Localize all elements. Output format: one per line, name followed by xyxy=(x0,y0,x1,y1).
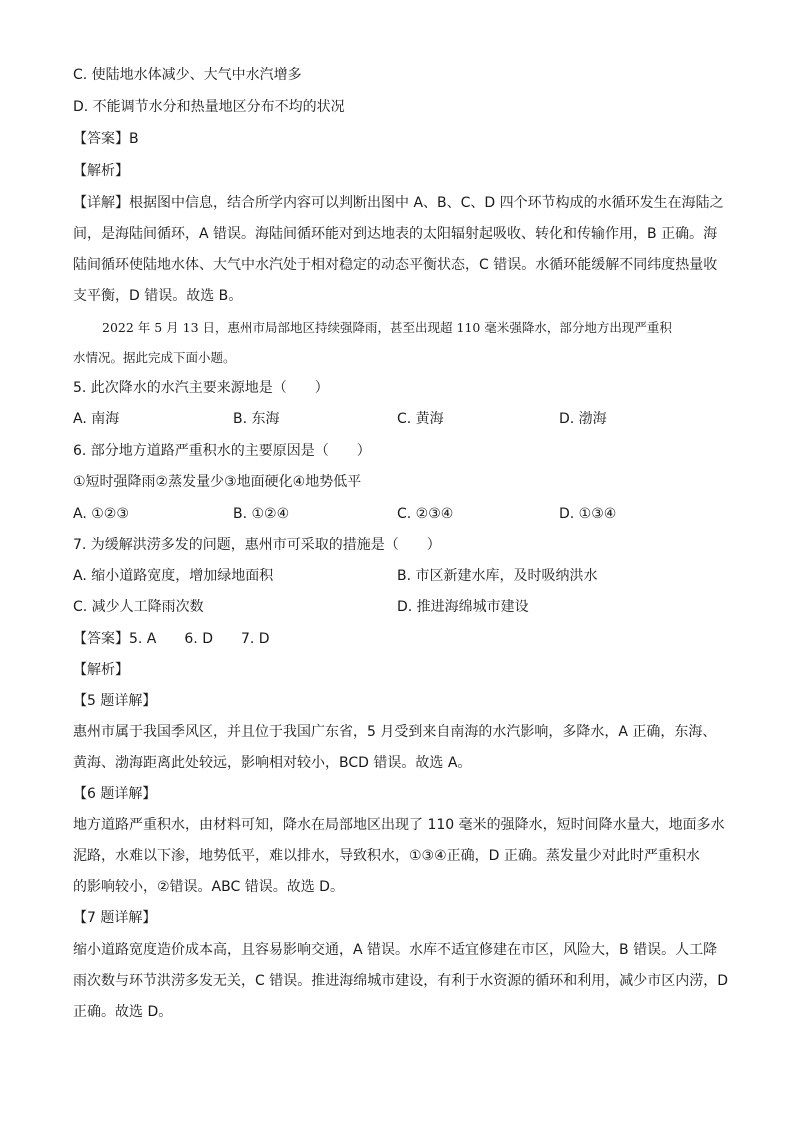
q6-detail-line: 泥路，水难以下渗，地势低平，难以排水，导致积水，①③④正确，D 正确。蒸发量少对此时严重积水 xyxy=(73,848,700,864)
q7-detail-label: 【7 题详解】 xyxy=(73,910,157,926)
q5-option-c: C. 黄海 xyxy=(397,411,444,427)
q5-option-d: D. 渤海 xyxy=(559,411,607,427)
q7-option-c: C. 减少人工降雨次数 xyxy=(73,599,204,615)
q7-detail-line: 缩小道路宽度造价成本高，且容易影响交通，A 错误。水库不适宜修建在市区，风险大，B 错误。人工降 xyxy=(73,942,718,958)
q6-detail-label: 【6 题详解】 xyxy=(73,786,157,802)
q5-detail-line: 黄海、渤海距离此处较远，影响相对较小，BCD 错误。故选 A。 xyxy=(73,755,472,771)
q5-stem: 5. 此次降水的水汽主要来源地是（ ） xyxy=(73,380,329,396)
q4-detail-line: 间，是海陆间循环，A 错误。海陆间循环能对到达地表的太阳辐射起吸收、转化和传输作用，B 正确。海 xyxy=(73,226,718,242)
q6-option-d: D. ①③④ xyxy=(559,506,617,522)
material-line: 2022 年 5 月 13 日，惠州市局部地区持续强降雨，甚至出现超 110 毫米强降水，部分地方出现严重积 xyxy=(102,320,672,335)
q4-detail-line: 支平衡，D 错误。故选 B。 xyxy=(73,288,243,304)
q6-detail-line: 的影响较小，②错误。ABC 错误。故选 D。 xyxy=(73,879,344,895)
material-line: 水情况。据此完成下面小题。 xyxy=(73,350,236,365)
q4-detail-line: 陆间循环使陆地水体、大气中水汽处于相对稳定的动态平衡状态，C 错误。水循环能缓解不同纬度热量收 xyxy=(73,257,718,273)
q4-analysis-label: 【解析】 xyxy=(73,163,129,179)
q6-option-c: C. ②③④ xyxy=(397,506,454,522)
q7-option-a: A. 缩小道路宽度，增加绿地面积 xyxy=(73,568,274,584)
q4-answer: 【答案】B xyxy=(73,131,139,147)
q7-option-d: D. 推进海绵城市建设 xyxy=(397,599,529,615)
q6-detail-line: 地方道路严重积水，由材料可知，降水在局部地区出现了 110 毫米的强降水，短时间降水量大，地面多水 xyxy=(73,817,725,833)
q4-detail-line: 【详解】根据图中信息，结合所学内容可以判断出图中 A、B、C、D 四个环节构成的水循环发生在海陆之 xyxy=(73,195,724,211)
q5-option-b: B. 东海 xyxy=(233,411,280,427)
answers-line: 【答案】5. A 6. D 7. D xyxy=(73,631,270,647)
q7-stem: 7. 为缓解洪涝多发的问题，惠州市可采取的措施是（ ） xyxy=(73,537,441,553)
q7-detail-line: 雨次数与环节洪涝多发无关，C 错误。推进海绵城市建设，有利于水资源的循环和利用，减少市区内涝，D xyxy=(73,973,729,989)
prev-option-c: C. 使陆地水体减少、大气中水汽增多 xyxy=(73,67,302,83)
q7-detail-line: 正确。故选 D。 xyxy=(73,1004,173,1020)
q6-stem: 6. 部分地方道路严重积水的主要原因是（ ） xyxy=(73,443,371,459)
q7-option-b: B. 市区新建水库，及时吸纳洪水 xyxy=(397,568,598,584)
q6-option-a: A. ①②③ xyxy=(73,506,129,522)
q6-option-b: B. ①②④ xyxy=(233,506,290,522)
prev-option-d: D. 不能调节水分和热量地区分布不均的状况 xyxy=(73,99,345,115)
q5-option-a: A. 南海 xyxy=(73,411,120,427)
q5-detail-line: 惠州市属于我国季风区，并且位于我国广东省，5 月受到来自南海的水汽影响，多降水，A 正确，东海、 xyxy=(73,724,717,740)
q5-detail-label: 【5 题详解】 xyxy=(73,693,157,709)
analysis-label: 【解析】 xyxy=(73,662,129,678)
q6-items: ①短时强降雨②蒸发量少③地面硬化④地势低平 xyxy=(73,474,362,490)
